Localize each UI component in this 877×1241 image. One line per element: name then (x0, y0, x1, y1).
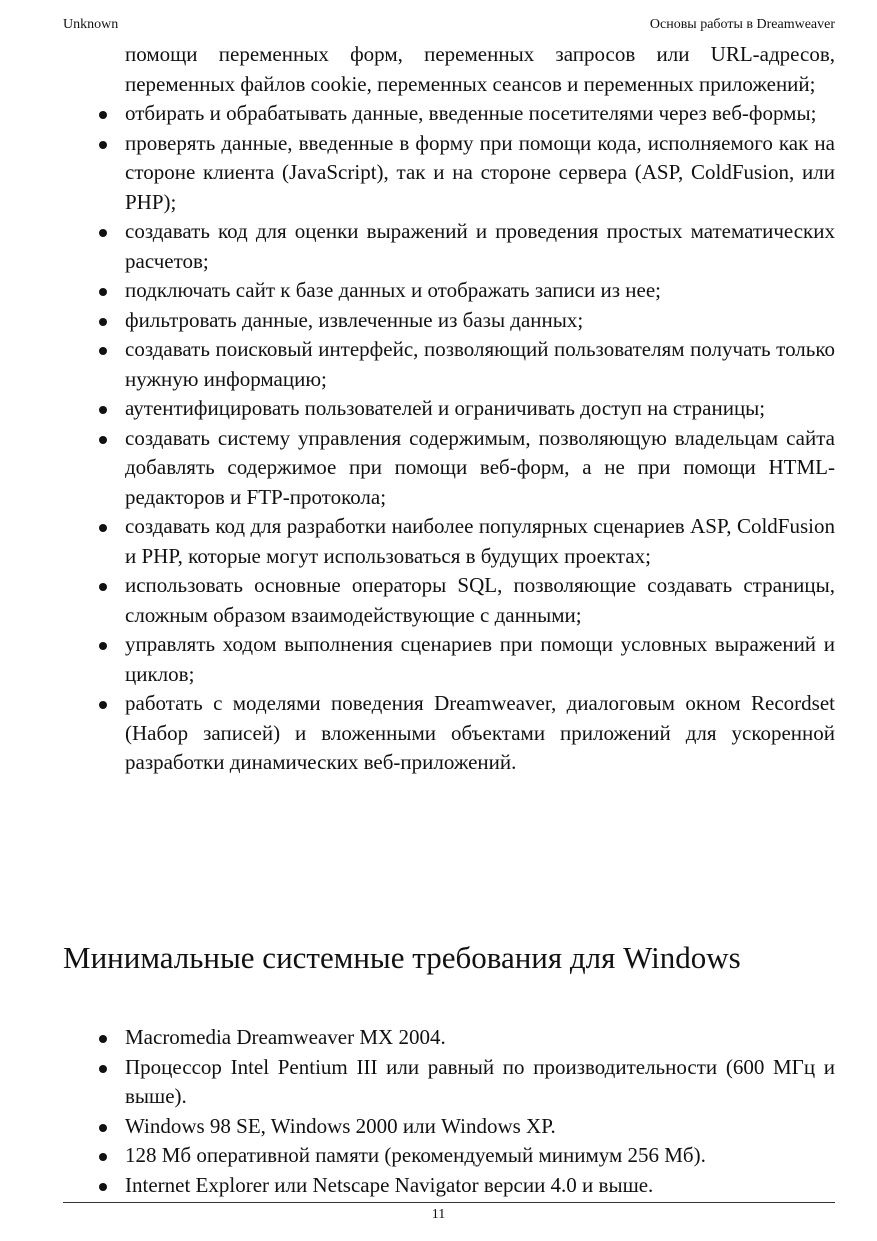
list-item (63, 424, 835, 513)
bullet-icon (99, 436, 107, 444)
list-item-text: отбирать и обрабатывать данные, введенные посетителями через веб-формы; (125, 101, 817, 125)
capabilities-list (63, 40, 835, 778)
list-item-text: Windows 98 SE, Windows 2000 или Windows XP. (125, 1113, 556, 1138)
bullet-icon (99, 318, 107, 326)
list-item (63, 1141, 835, 1171)
bullet-icon (99, 1124, 107, 1132)
bullet-icon (99, 141, 107, 149)
bullet-icon (99, 111, 107, 119)
list-item (63, 99, 835, 129)
list-item (63, 512, 835, 571)
list-item (63, 394, 835, 424)
list-item-text: Macromedia Dreamweaver MX 2004. (125, 1025, 446, 1049)
list-item (63, 1053, 835, 1112)
list-item (63, 335, 835, 394)
list-item-text: создавать код для оценки выражений и проведения простых математических расчетов; (125, 219, 835, 273)
list-item-text: создавать систему управления содержимым, позволяющую владельцам сайта добавлять содержимое при помощи веб-форм, а не при помощи HTML-редакторов и FTP-протокола; (125, 425, 835, 509)
list-item-text: создавать поисковый интерфейс, позволяющий пользователям получать только нужную информацию; (125, 337, 835, 391)
footer-divider (63, 1202, 835, 1203)
list-item (63, 689, 835, 778)
bullet-icon (99, 288, 107, 296)
bullet-icon (99, 347, 107, 355)
list-item-text: управлять ходом выполнения сценариев при помощи условных выражений и циклов; (125, 632, 835, 686)
bullet-icon (99, 1153, 107, 1161)
list-item (63, 306, 835, 336)
list-item (63, 1112, 835, 1142)
list-item-text: аутентифицировать пользователей и ограничивать доступ на страницы; (125, 396, 766, 420)
list-item-text: фильтровать данные, извлеченные из базы данных; (125, 307, 584, 332)
list-item (63, 630, 835, 689)
list-item-text: Internet Explorer или Netscape Navigator версии 4.0 и выше. (125, 1172, 654, 1197)
list-item (63, 129, 835, 218)
list-item-text: работать с моделями поведения Dreamweaver, диалоговым окном Recordset (Набор записей) и вложенными объектами приложений для ускоренной разработки динамических веб-приложений. (125, 691, 835, 774)
bullet-icon (99, 1065, 107, 1073)
list-item-text: 128 Мб оперативной памяти (рекомендуемый минимум 256 Мб). (125, 1143, 706, 1167)
list-item-text: использовать основные операторы SQL, позволяющие создавать страницы, сложным образом взаимодействующие с данными; (125, 573, 835, 627)
bullet-icon (99, 229, 107, 237)
list-item-continuation: помощи переменных форм, переменных запросов или URL-адресов, переменных файлов cookie, переменных сеансов и переменных приложений; (125, 42, 835, 96)
bullet-icon (99, 701, 107, 709)
list-item (63, 276, 835, 306)
list-item (63, 571, 835, 630)
list-item (63, 1023, 835, 1053)
bullet-icon (99, 1035, 107, 1043)
list-item (63, 1171, 835, 1201)
bullet-icon (99, 1183, 107, 1191)
running-header (63, 14, 835, 36)
requirements-list (63, 1023, 835, 1200)
bullet-icon (99, 583, 107, 591)
bullet-icon (99, 642, 107, 650)
header-left-text: Unknown (63, 17, 119, 32)
list-item-text: проверять данные, введенные в форму при помощи кода, исполняемого как на стороне клиента (JavaScript), так и на стороне сервера (ASP, ColdFusion, или PHP); (125, 130, 835, 214)
page-content (63, 40, 835, 1197)
section-heading: Минимальные системные требования для Windows (63, 940, 741, 975)
list-item-text: создавать код для разработки наиболее популярных сценариев ASP, ColdFusion и PHP, которые могут использоваться в будущих проектах; (125, 514, 835, 568)
list-item (63, 217, 835, 276)
bullet-icon (99, 406, 107, 414)
header-right-text: Основы работы в Dreamweaver (649, 17, 835, 32)
bullet-icon (99, 524, 107, 532)
page-number: 11 (431, 1207, 446, 1222)
list-item-text: подключать сайт к базе данных и отображать записи из нее; (125, 278, 661, 302)
list-item-text: Процессор Intel Pentium III или равный по производительности (600 МГц и выше). (125, 1054, 835, 1108)
